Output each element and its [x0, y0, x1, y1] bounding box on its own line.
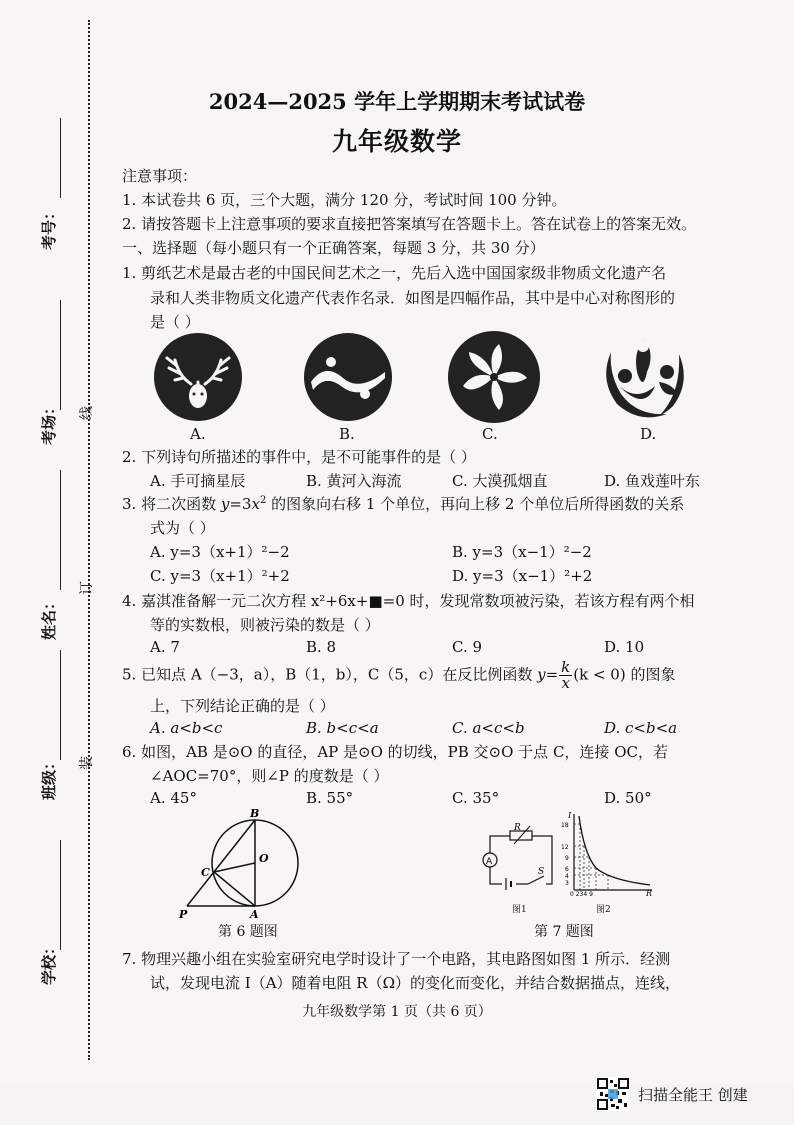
- inverse-curve: [579, 816, 650, 885]
- q4-option-d: D. 10: [604, 638, 645, 656]
- q1-label-c: C.: [482, 425, 498, 443]
- graph-y-label: I: [568, 811, 572, 820]
- q4-option-b: B. 8: [306, 638, 337, 656]
- ytick-18: 18: [561, 822, 569, 829]
- q1-line3: 是（ ）: [150, 313, 200, 331]
- fig2-label: 图2: [596, 905, 611, 915]
- q5-option-a: A. a<b<c: [150, 719, 223, 737]
- q7-line2: 试，发现电流 I（A）随着电阻 R（Ω）的变化而变化，并结合数据描点，连线，: [150, 974, 681, 992]
- ytick-6: 6: [565, 866, 569, 873]
- point-o-label: O: [259, 852, 269, 865]
- note-1: 1. 本试卷共 6 页，三个大题，满分 120 分，考试时间 100 分钟。: [122, 191, 567, 209]
- q4-option-a: A. 7: [150, 638, 180, 656]
- qr-code-icon: [596, 1077, 630, 1111]
- q2-option-d: D. 鱼戏莲叶东: [604, 472, 701, 490]
- q2-option-b: B. 黄河入海流: [306, 472, 402, 490]
- q2-option-c: C. 大漠孤烟直: [452, 472, 548, 490]
- q6-option-d: D. 50°: [604, 789, 652, 807]
- q7-circuit-figure: [480, 822, 558, 890]
- q5-option-c: C. a<c<b: [452, 719, 525, 737]
- exam-subtitle: 九年级数学: [331, 127, 462, 156]
- q7-graph-figure: [560, 810, 655, 896]
- papercut-b-wave-icon: [303, 332, 393, 422]
- switch-label: S: [538, 867, 545, 877]
- resistor-label: R: [514, 823, 521, 833]
- exam-room-label: 考场：: [40, 399, 58, 445]
- q7-figure-caption: 第 7 题图: [534, 924, 594, 940]
- q7-line1: 7. 物理兴趣小组在实验室研究电学时设计了一个电路，其电路图如图 1 所示．经测: [122, 950, 671, 968]
- q1-label-b: B.: [339, 425, 355, 443]
- q3-option-d: D. y=3（x−1）²+2: [452, 567, 593, 585]
- school-label: 学校：: [40, 939, 58, 985]
- q4-option-c: C. 9: [452, 638, 483, 656]
- q1-line2: 录和人类非物质文化遗产代表作名录．如图是四幅作品，其中是中心对称图形的: [150, 289, 676, 307]
- ytick-12: 12: [561, 844, 569, 851]
- q4-line2: 等的实数根，则被污染的数是（ ）: [150, 616, 380, 634]
- fig1-label: 图1: [512, 905, 527, 915]
- exam-title: 2024—2025 学年上学期期末考试试卷: [208, 89, 586, 114]
- page-footer: 九年级数学第 1 页（共 6 页）: [302, 1004, 492, 1020]
- point-p-label: P: [179, 908, 188, 920]
- q3-option-c: C. y=3（x+1）²+2: [150, 567, 290, 585]
- papercut-a-antlers-icon: [153, 332, 243, 422]
- bind-line-text: 线: [79, 406, 95, 420]
- q5-option-d: D. c<b<a: [604, 719, 678, 737]
- ytick-9: 9: [565, 855, 569, 862]
- graph-x-label: R: [646, 889, 653, 896]
- q3-line2: 式为（ ）: [150, 519, 215, 537]
- ytick-3: 3: [565, 880, 569, 887]
- papercut-d-figures-icon: [597, 332, 693, 422]
- class-label: 班级：: [40, 754, 58, 800]
- bind-pack-text: 装: [79, 756, 95, 770]
- q5-line1: 5. 已知点 A（−3，a），B（1，b），C（5，c）在反比例函数 y= $\frac{k}{x}$ (k < 0) 的图象: [122, 658, 676, 692]
- note-2: 2. 请按答题卡上注意事项的要求直接把答案填写在答题卡上。答在试卷上的答案无效。: [122, 215, 697, 233]
- papercut-c-bauhinia-icon: [447, 330, 541, 424]
- name-line: [60, 470, 61, 590]
- q6-option-c: C. 35°: [452, 789, 500, 807]
- q3-option-b: B. y=3（x−1）²−2: [452, 543, 592, 561]
- q3-option-a: A. y=3（x+1）²−2: [150, 543, 290, 561]
- ytick-4: 4: [565, 873, 569, 880]
- q6-line2: ∠AOC=70°，则∠P 的度数是（ ）: [150, 767, 389, 785]
- q6-option-b: B. 55°: [306, 789, 354, 807]
- section-1-heading: 一、选择题（每小题只有一个正确答案，每题 3 分，共 30 分）: [122, 239, 545, 257]
- q3-line1: 3. 将二次函数 $y=3x^2$ 的图象向右移 1 个单位，再向上移 2 个单位后所得函数的关系: [122, 495, 685, 513]
- q2-stem: 2. 下列诗句所描述的事件中，是不可能事件的是（ ）: [122, 448, 476, 466]
- xticks: 0 234 9: [570, 891, 593, 896]
- camscanner-text: 扫描全能王 创建: [638, 1085, 748, 1104]
- q2-option-a: A. 手可摘星辰: [150, 472, 246, 490]
- notes-heading: 注意事项：: [122, 167, 198, 185]
- binding-dotted-line: [88, 20, 90, 1060]
- point-a-label: A: [250, 908, 259, 920]
- exam-no-label: 考号：: [40, 204, 58, 250]
- q6-figure-caption: 第 6 题图: [218, 924, 278, 940]
- class-line: [60, 650, 61, 760]
- q5-option-b: B. b<c<a: [306, 719, 379, 737]
- q6-option-a: A. 45°: [150, 789, 197, 807]
- school-line: [60, 840, 61, 950]
- q4-line1: 4. 嘉淇准备解一元二次方程 x²+6x+■=0 时，发现常数项被污染，若该方程有两个相: [122, 592, 695, 610]
- ammeter-label: A: [486, 857, 493, 867]
- point-b-label: B: [250, 808, 260, 820]
- q1-line1: 1. 剪纸艺术是最古老的中国民间艺术之一，先后入选中国国家级非物质文化遗产名: [122, 264, 667, 282]
- q1-label-d: D.: [640, 425, 657, 443]
- q6-circle-figure: [175, 808, 315, 920]
- q6-line1: 6. 如图，AB 是⊙O 的直径，AP 是⊙O 的切线，PB 交⊙O 于点 C，连接 OC，若: [122, 743, 668, 761]
- point-c-label: C: [201, 866, 210, 879]
- name-label: 姓名：: [40, 594, 58, 640]
- bind-order-text: 订: [79, 581, 95, 595]
- q5-line2: 上，下列结论正确的是（ ）: [150, 697, 335, 715]
- q1-label-a: A.: [190, 425, 206, 443]
- camscanner-watermark: [596, 1077, 748, 1111]
- exam-room-line: [60, 300, 61, 410]
